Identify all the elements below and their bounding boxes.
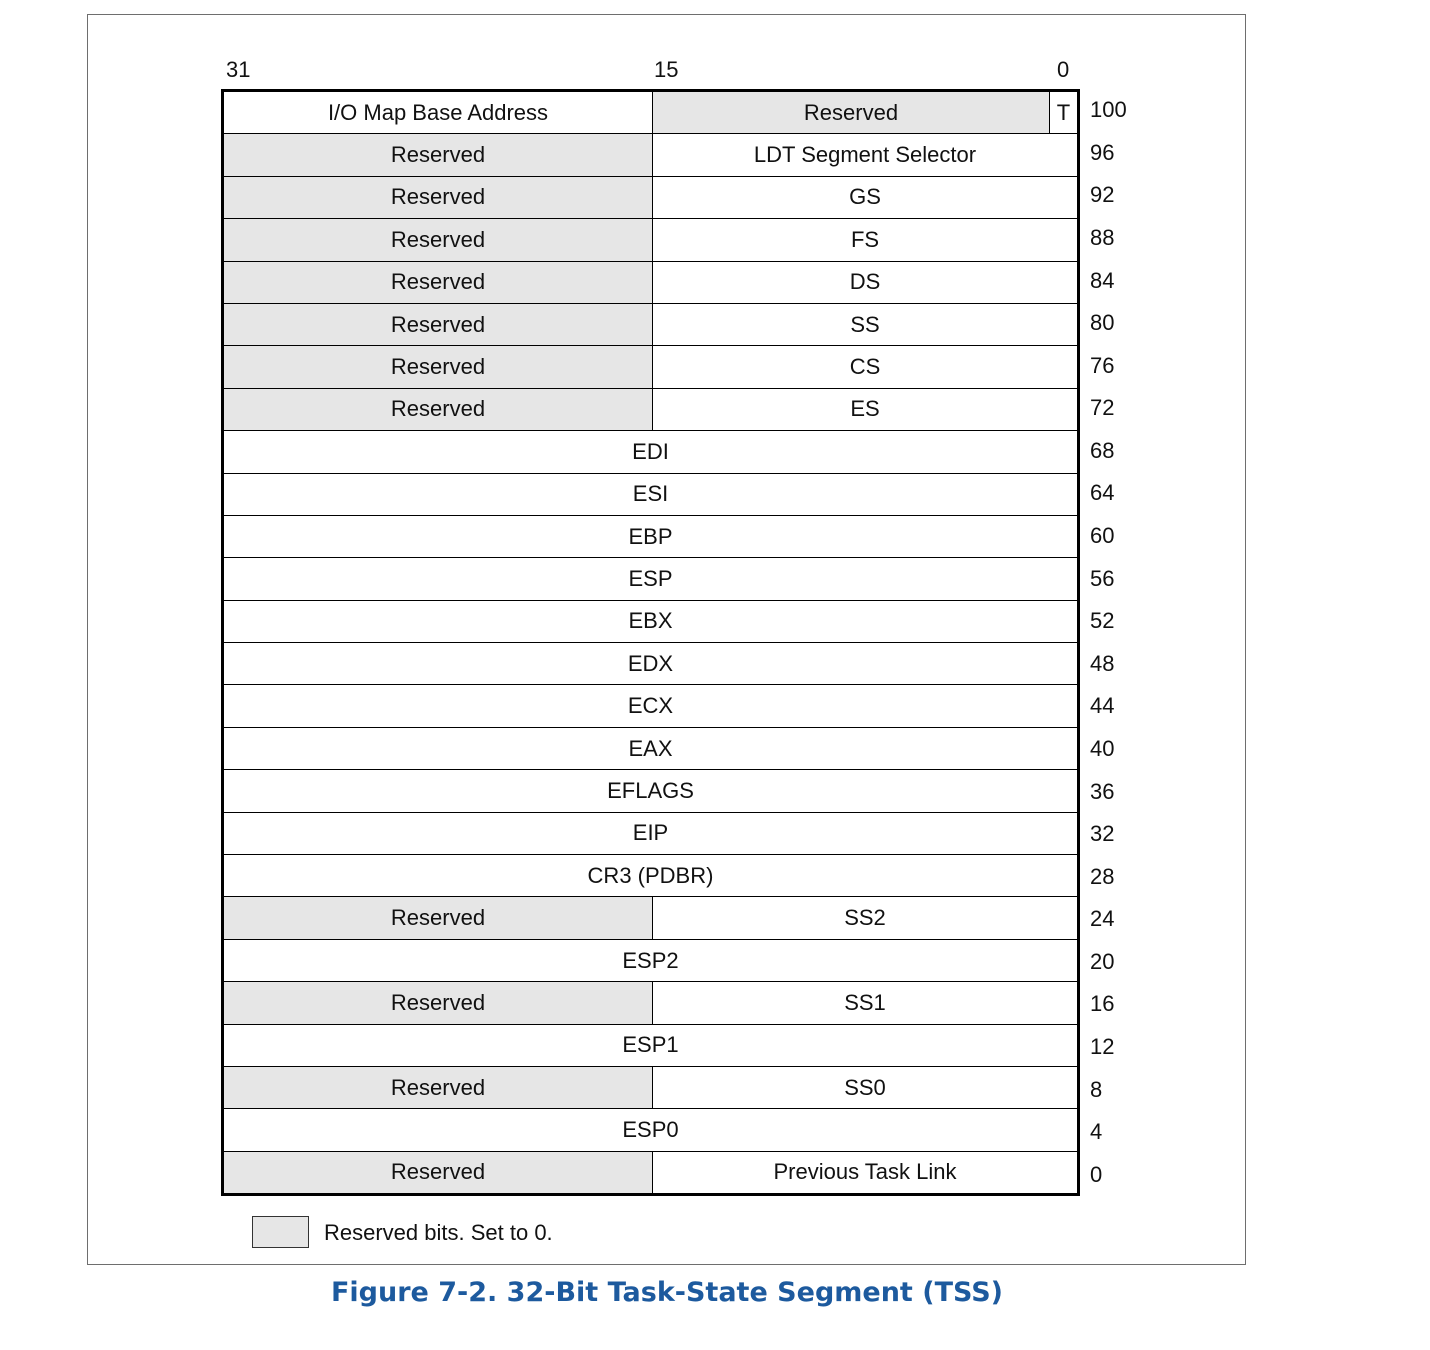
tss-row <box>224 642 1077 684</box>
offset-label: 0 <box>1090 1161 1103 1187</box>
offset-label: 96 <box>1090 139 1115 165</box>
tss-row <box>224 430 1077 472</box>
reserved-cell: Reserved <box>224 219 652 260</box>
tss-row <box>224 176 1077 218</box>
legend-reserved-swatch <box>252 1216 309 1248</box>
tss-row <box>224 939 1077 981</box>
field-cell: ESP2 <box>622 947 679 973</box>
reserved-cell: Reserved <box>224 304 652 345</box>
field-cell: SS1 <box>652 982 1077 1023</box>
field-cell: EBX <box>628 608 673 634</box>
field-cell: EAX <box>628 735 673 761</box>
tss-row <box>224 812 1077 854</box>
offset-label: 88 <box>1090 225 1115 251</box>
tss-row <box>224 1108 1077 1150</box>
field-cell: I/O Map Base Address <box>327 99 549 125</box>
reserved-cell: Reserved <box>224 1152 652 1193</box>
offset-label: 12 <box>1090 1034 1115 1059</box>
field-cell: GS <box>652 177 1077 218</box>
offset-label: 48 <box>1090 650 1115 676</box>
bit-label-31: 31 <box>226 57 251 82</box>
tss-row <box>224 1066 1077 1108</box>
bit-label-15: 15 <box>654 57 679 82</box>
tss-row <box>224 727 1077 769</box>
reserved-cell: Reserved <box>224 897 652 938</box>
field-cell: Previous Task Link <box>652 1152 1077 1193</box>
offset-label: 64 <box>1090 480 1115 506</box>
field-cell: CS <box>652 346 1077 387</box>
offset-label: 72 <box>1090 395 1115 421</box>
tss-row <box>224 218 1077 260</box>
offset-label: 68 <box>1090 437 1115 463</box>
tss-row <box>224 557 1077 599</box>
reserved-cell: Reserved <box>224 1067 652 1108</box>
field-cell: FS <box>652 219 1077 260</box>
reserved-cell: Reserved <box>224 982 652 1023</box>
field-cell: EIP <box>632 820 669 846</box>
tss-row <box>224 261 1077 303</box>
reserved-cell: Reserved <box>224 177 652 218</box>
reserved-cell: Reserved <box>652 92 1049 133</box>
offset-label: 28 <box>1090 863 1115 889</box>
offset-label: 40 <box>1090 735 1115 761</box>
offset-label: 100 <box>1090 97 1127 123</box>
reserved-cell: Reserved <box>224 389 652 430</box>
tss-row <box>224 303 1077 345</box>
offset-label: 44 <box>1090 693 1115 719</box>
tss-row <box>224 981 1077 1023</box>
tss-table <box>221 89 1080 1196</box>
t-bit-cell: T <box>1049 92 1077 133</box>
tss-row <box>224 515 1077 557</box>
figure-caption: Figure 7-2. 32-Bit Task-State Segment (TSS) <box>330 1277 1004 1308</box>
field-cell: EDI <box>632 438 669 464</box>
offset-label: 24 <box>1090 906 1115 932</box>
field-cell: ESP <box>628 565 673 591</box>
tss-row <box>224 854 1077 896</box>
field-cell: LDT Segment Selector <box>652 134 1077 175</box>
tss-row <box>224 769 1077 811</box>
offset-label: 20 <box>1090 948 1115 974</box>
tss-row <box>224 684 1077 726</box>
tss-row <box>224 345 1077 387</box>
tss-row <box>224 1151 1077 1193</box>
field-cell: EFLAGS <box>607 777 694 803</box>
offset-label: 4 <box>1090 1119 1103 1145</box>
bit-label-0: 0 <box>1057 57 1070 82</box>
field-cell: ES <box>652 389 1077 430</box>
offset-label: 8 <box>1090 1076 1103 1102</box>
field-cell: ECX <box>627 693 674 719</box>
legend-text: Reserved bits. Set to 0. <box>324 1220 553 1245</box>
reserved-cell: Reserved <box>224 262 652 303</box>
field-cell: EBP <box>628 523 673 549</box>
offset-label: 52 <box>1090 608 1115 634</box>
offset-label: 80 <box>1090 310 1115 336</box>
offset-label: 56 <box>1090 565 1115 591</box>
field-cell: SS <box>652 304 1077 345</box>
tss-row <box>224 896 1077 938</box>
tss-row <box>224 92 1077 133</box>
tss-row <box>224 133 1077 175</box>
tss-row <box>224 1024 1077 1066</box>
field-cell: ESP1 <box>622 1032 679 1058</box>
field-cell: SS2 <box>652 897 1077 938</box>
offset-label: 92 <box>1090 182 1115 208</box>
field-cell: DS <box>652 262 1077 303</box>
offset-label: 32 <box>1090 821 1115 847</box>
tss-row <box>224 388 1077 430</box>
reserved-cell: Reserved <box>224 346 652 387</box>
field-cell: ESI <box>632 481 669 507</box>
tss-row <box>224 600 1077 642</box>
field-cell: ESP0 <box>622 1117 679 1143</box>
offset-column <box>1090 89 1160 1196</box>
offset-label: 16 <box>1090 991 1115 1017</box>
tss-row <box>224 473 1077 515</box>
offset-label: 36 <box>1090 778 1115 804</box>
reserved-cell: Reserved <box>224 134 652 175</box>
field-cell: EDX <box>627 650 674 676</box>
field-cell: CR3 (PDBR) <box>587 862 714 888</box>
offset-label: 84 <box>1090 267 1115 293</box>
offset-label: 60 <box>1090 523 1115 549</box>
field-cell: SS0 <box>652 1067 1077 1108</box>
offset-label: 76 <box>1090 352 1115 378</box>
